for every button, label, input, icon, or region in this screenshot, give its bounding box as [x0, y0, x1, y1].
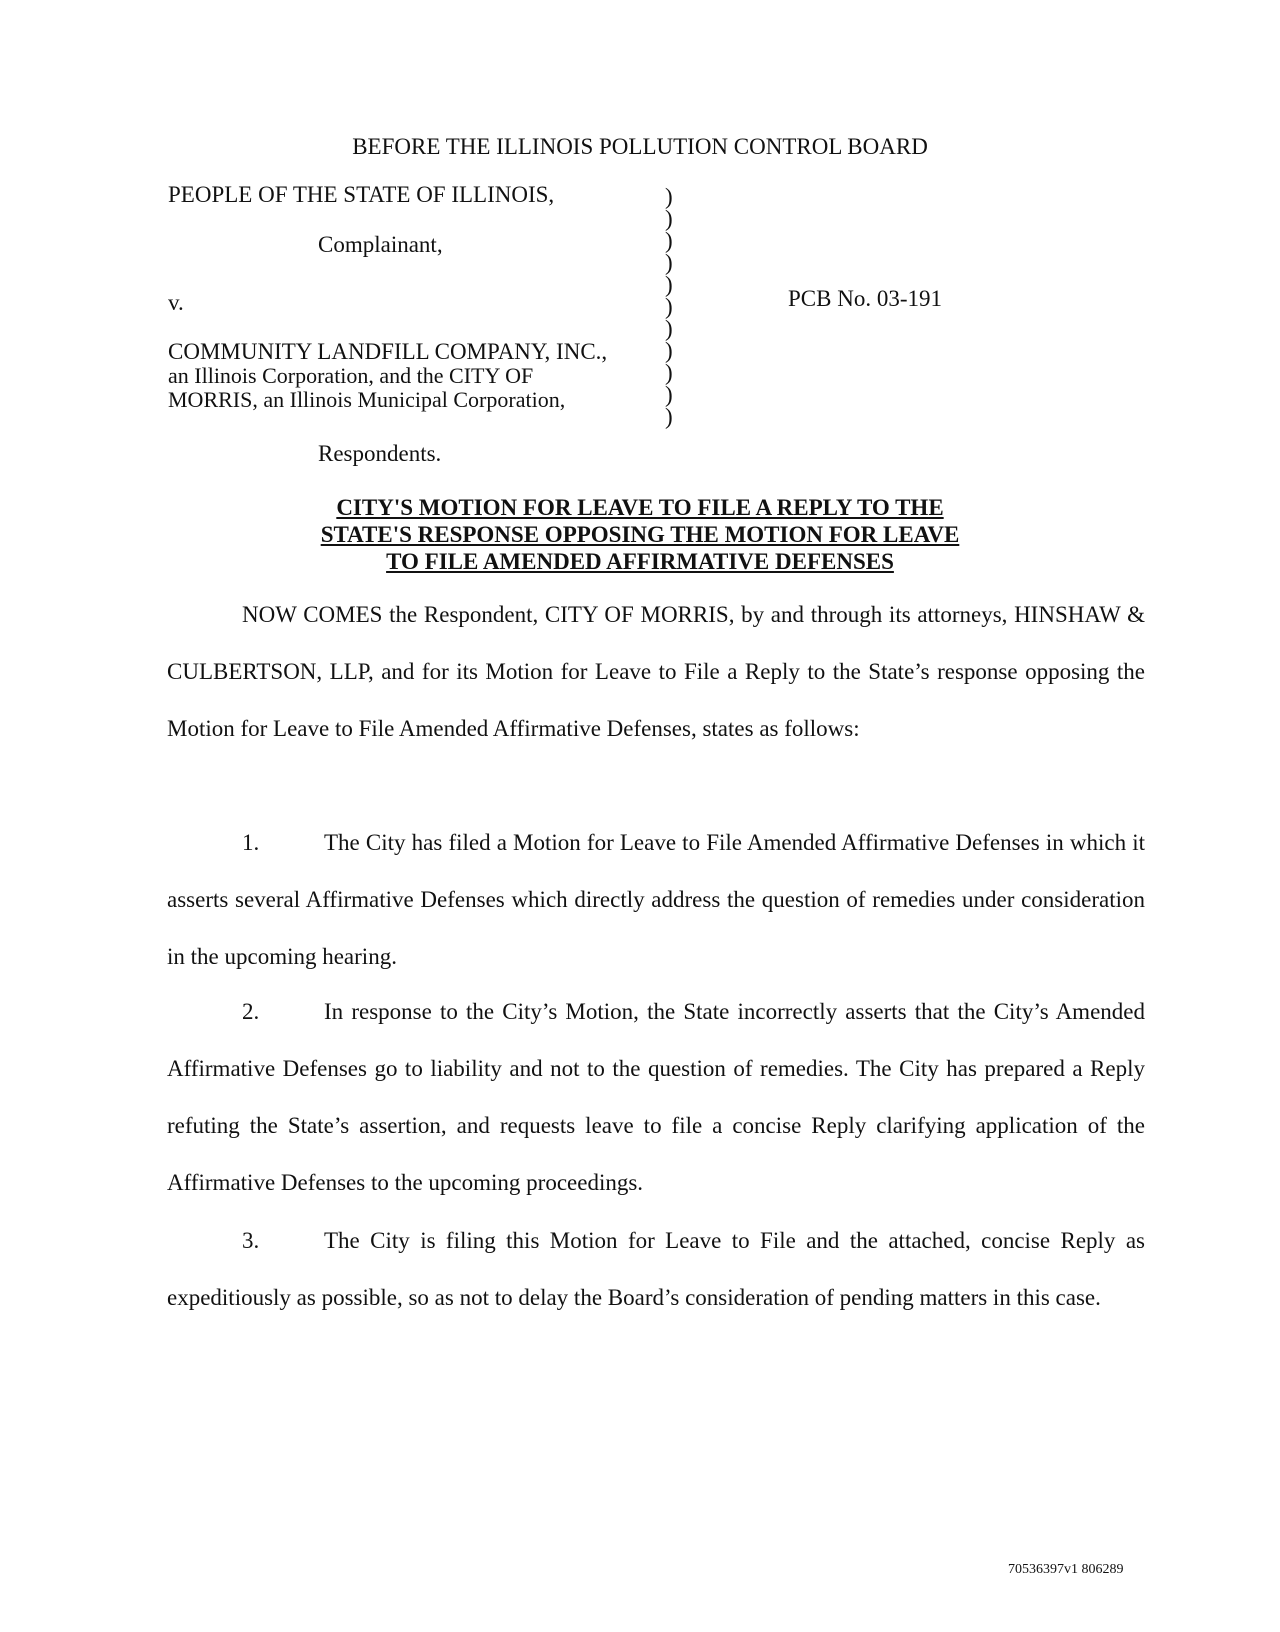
- plaintiff-role: Complainant,: [318, 232, 443, 257]
- paragraph-3: [167, 1212, 1145, 1326]
- paragraph-number: 1.: [242, 830, 260, 855]
- defendant-description-line1: an Illinois Corporation, and the CITY OF: [168, 363, 534, 388]
- versus-label: v.: [168, 290, 184, 315]
- intro-paragraph: [167, 586, 1145, 757]
- motion-title-line3: TO FILE AMENDED AFFIRMATIVE DEFENSES: [386, 549, 894, 574]
- motion-title: [0, 494, 1280, 575]
- document-id-footer: 70536397v1 806289: [1008, 1562, 1124, 1577]
- paragraph-number: 3.: [242, 1228, 260, 1253]
- motion-title-line2: STATE'S RESPONSE OPPOSING THE MOTION FOR LEAVE: [320, 522, 960, 547]
- paragraph-text: In response to the City’s Motion, the State incorrectly asserts that the City’s Amended Affirmative Defenses go to liability and not to the question of remedies. The City has prepared a Reply refuting the State’s assertion, and requests leave to file a concise Reply clarifying application of the Affirmative Defenses to the upcoming proceedings.: [167, 999, 1145, 1195]
- plaintiff-name: PEOPLE OF THE STATE OF ILLINOIS,: [168, 182, 555, 207]
- paragraph-2: [167, 983, 1145, 1211]
- paragraph-1: [167, 814, 1145, 985]
- intro-text: NOW COMES the Respondent, CITY OF MORRIS, by and through its attorneys, HINSHAW & CULBERTSON, LLP, and for its Motion for Leave to File a Reply to the State’s response opposing the Motion for Leave to File Amended Affirmative Defenses, states as follows:: [167, 602, 1145, 741]
- paragraph-number: 2.: [242, 999, 260, 1024]
- paragraph-text: The City has filed a Motion for Leave to File Amended Affirmative Defenses in which it asserts several Affirmative Defenses which directly address the question of remedies under consideration in the upcoming hearing.: [167, 830, 1145, 969]
- court-title: BEFORE THE ILLINOIS POLLUTION CONTROL BOARD: [352, 134, 928, 159]
- defendant-role: Respondents.: [318, 441, 442, 466]
- defendant-name: COMMUNITY LANDFILL COMPANY, INC.,: [168, 339, 608, 364]
- defendant-description-line2: MORRIS, an Illinois Municipal Corporation,: [168, 387, 566, 412]
- case-number: PCB No. 03-191: [788, 286, 942, 311]
- paragraph-text: The City is filing this Motion for Leave to File and the attached, concise Reply as expeditiously as possible, so as not to delay the Board’s consideration of pending matters in this case.: [167, 1228, 1145, 1310]
- caption-parentheses: ) ) ) ) ) ) ) ) ) ) ): [665, 184, 673, 429]
- motion-title-line1: CITY'S MOTION FOR LEAVE TO FILE A REPLY TO THE: [336, 495, 944, 520]
